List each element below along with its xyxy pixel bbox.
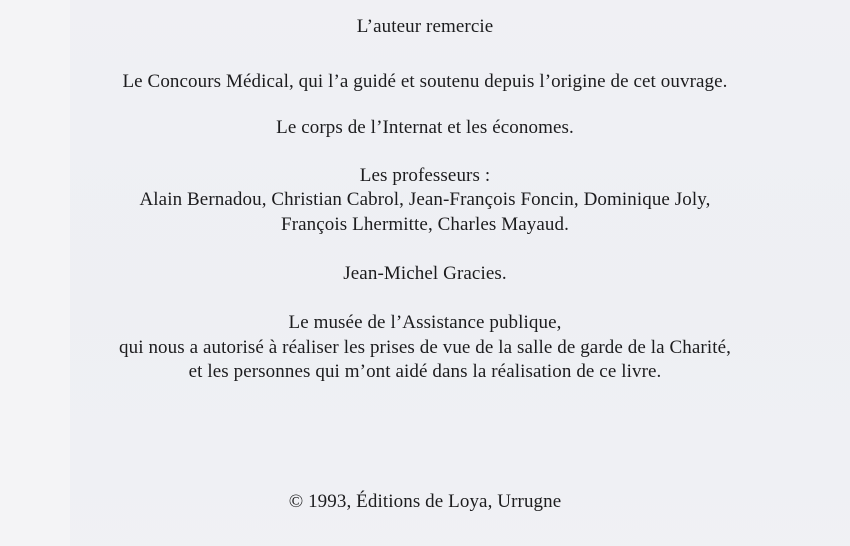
heading: L’auteur remercie [356,16,494,37]
acknowledgement-concours-medical: Le Concours Médical, qui l’a guidé et soutenu depuis l’origine de cet ouvrage. [122,71,728,92]
museum-line2: qui nous a autorisé à réaliser les prises de vue de la salle de garde de la Charité, [119,337,731,358]
copyright-notice: © 1993, Éditions de Loya, Urrugne [288,491,562,512]
acknowledgement-person: Jean-Michel Gracies. [343,263,507,284]
professors-names-line2: François Lhermitte, Charles Mayaud. [281,214,569,235]
museum-line1: Le musée de l’Assistance publique, [288,312,562,333]
museum-line3: et les personnes qui m’ont aidé dans la réalisation de ce livre. [188,361,662,382]
acknowledgement-internat: Le corps de l’Internat et les économes. [276,117,574,138]
professors-names-line1: Alain Bernadou, Christian Cabrol, Jean-François Foncin, Dominique Joly, [139,189,711,210]
professors-label: Les professeurs : [359,165,491,186]
